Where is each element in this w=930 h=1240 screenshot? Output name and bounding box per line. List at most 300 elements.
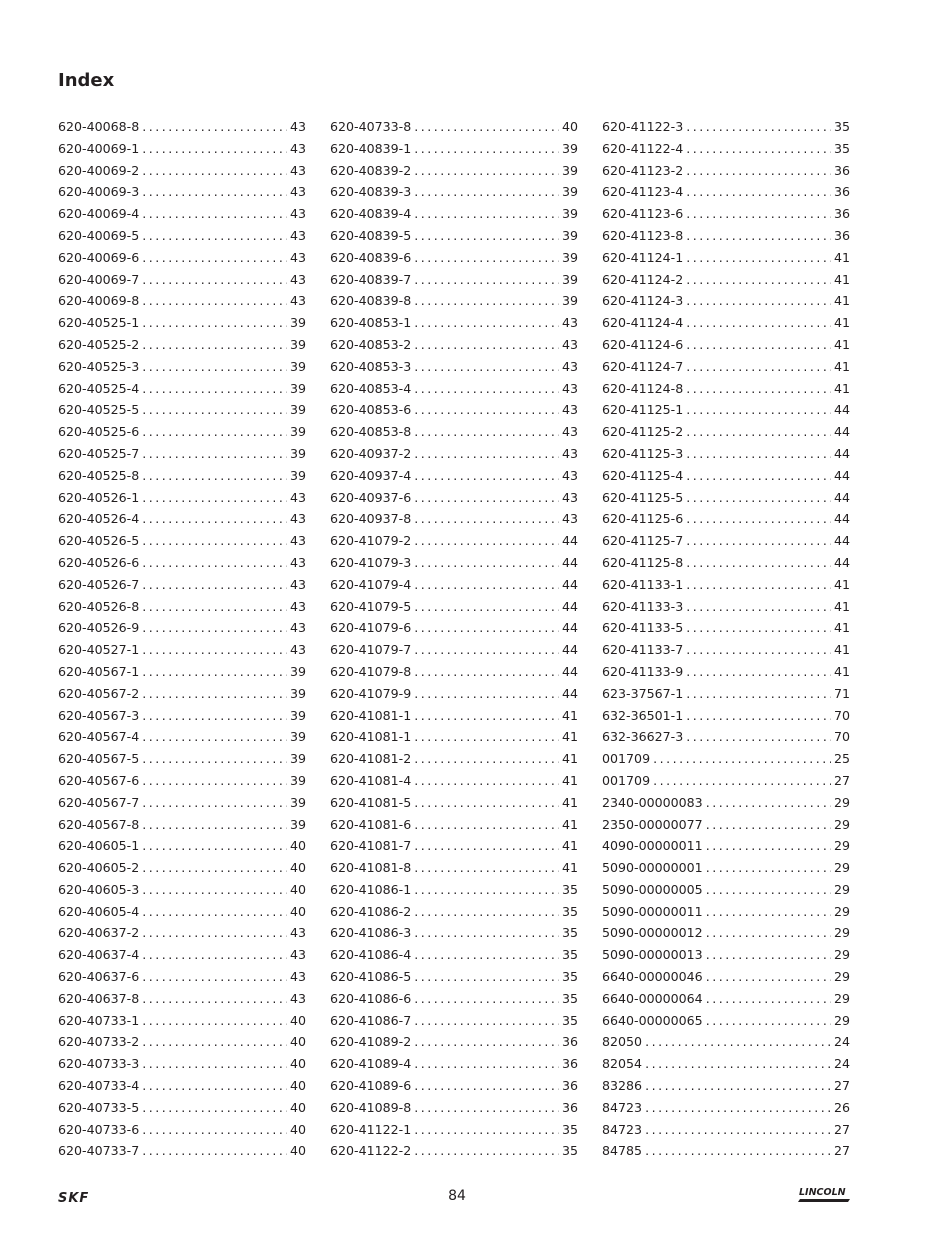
dot-leader (142, 988, 287, 1010)
page-reference: 39 (561, 184, 578, 200)
part-number: 620-40937-2 (330, 445, 412, 461)
dot-leader (142, 1010, 287, 1032)
page-reference: 36 (561, 1099, 578, 1115)
part-number: 620-40526-7 (58, 576, 140, 592)
page-reference: 36 (561, 1056, 578, 1072)
index-entry (602, 1140, 850, 1162)
part-number: 620-41122-3 (602, 119, 684, 134)
page-reference: 29 (833, 947, 850, 963)
index-entry (58, 639, 306, 661)
part-number: 620-41124-7 (602, 358, 684, 374)
part-number: 620-41124-8 (602, 380, 684, 396)
part-number: 620-41079-7 (330, 642, 412, 658)
index-entry (58, 857, 306, 879)
index-entry (330, 1097, 578, 1119)
index-entry (602, 356, 850, 378)
index-entry (330, 181, 578, 203)
index-entry (602, 225, 850, 247)
index-entry (602, 792, 850, 814)
index-entry (330, 1010, 578, 1032)
index-entry (330, 508, 578, 530)
page-reference: 43 (289, 271, 306, 287)
part-number: 620-40937-6 (330, 489, 412, 505)
dot-leader (414, 726, 559, 748)
part-number: 620-41079-5 (330, 598, 412, 614)
dot-leader (645, 1031, 831, 1053)
page-reference: 41 (561, 729, 578, 745)
page-reference: 41 (833, 249, 850, 265)
skf-logo (58, 1190, 106, 1204)
dot-leader (142, 966, 287, 988)
dot-leader (686, 465, 831, 487)
part-number: 620-41081-8 (330, 860, 412, 876)
part-number: 620-40069-8 (58, 293, 140, 309)
index-entry (58, 290, 306, 312)
index-entry (58, 225, 306, 247)
index-entry (330, 879, 578, 901)
lincoln-logo-swoosh (798, 1199, 850, 1202)
dot-leader (142, 181, 287, 203)
dot-leader (706, 988, 831, 1010)
index-entry (330, 1031, 578, 1053)
index-entry (330, 661, 578, 683)
page-reference: 29 (833, 925, 850, 941)
index-entry (602, 574, 850, 596)
part-number: 620-41081-6 (330, 816, 412, 832)
page-reference: 35 (561, 881, 578, 897)
page-reference: 41 (561, 838, 578, 854)
part-number: 620-41081-1 (330, 707, 412, 723)
page-reference: 43 (289, 140, 306, 156)
part-number: 620-41125-1 (602, 402, 684, 418)
part-number: 620-40733-5 (58, 1099, 140, 1115)
index-entry (602, 290, 850, 312)
dot-leader (706, 857, 831, 879)
page-reference: 41 (561, 860, 578, 876)
index-entry (330, 487, 578, 509)
part-number: 620-40853-3 (330, 358, 412, 374)
part-number: 620-41079-4 (330, 576, 412, 592)
page-reference: 39 (561, 249, 578, 265)
page-reference: 41 (833, 620, 850, 636)
dot-leader (686, 508, 831, 530)
page-reference: 29 (833, 903, 850, 919)
part-number: 620-41125-3 (602, 445, 684, 461)
dot-leader (414, 203, 559, 225)
page-reference: 44 (561, 620, 578, 636)
dot-leader (414, 901, 559, 923)
dot-leader (706, 901, 831, 923)
index-entry (602, 443, 850, 465)
dot-leader (686, 552, 831, 574)
page-reference: 44 (561, 533, 578, 549)
index-entry (330, 726, 578, 748)
part-number: 620-41081-2 (330, 751, 412, 767)
part-number: 632-36627-3 (602, 729, 684, 745)
dot-leader (142, 1140, 287, 1162)
part-number: 620-40733-3 (58, 1056, 140, 1072)
part-number: 620-41089-6 (330, 1078, 412, 1094)
dot-leader (686, 683, 831, 705)
index-entry (602, 944, 850, 966)
dot-leader (142, 617, 287, 639)
page-reference: 29 (833, 816, 850, 832)
page-reference: 43 (561, 336, 578, 352)
page-reference: 39 (289, 315, 306, 331)
index-entry (330, 138, 578, 160)
part-number: 620-41122-1 (330, 1121, 412, 1137)
index-entry (58, 944, 306, 966)
page-reference: 41 (833, 336, 850, 352)
part-number: 620-40839-2 (330, 162, 412, 178)
dot-leader (142, 705, 287, 727)
index-entry (602, 160, 850, 182)
part-number: 001709 (602, 772, 651, 788)
part-number: 620-41086-1 (330, 881, 412, 897)
part-number: 5090-00000005 (602, 881, 703, 897)
part-number: 83286 (602, 1078, 643, 1094)
part-number: 620-40069-7 (58, 271, 140, 287)
page-reference: 43 (561, 424, 578, 440)
index-column-1 (58, 116, 306, 1162)
part-number: 620-40567-8 (58, 816, 140, 832)
dot-leader (142, 1097, 287, 1119)
index-entry (330, 683, 578, 705)
part-number: 620-40853-8 (330, 424, 412, 440)
page-reference: 40 (289, 860, 306, 876)
page-reference: 43 (561, 511, 578, 527)
part-number: 620-40525-4 (58, 380, 140, 396)
index-entry (58, 726, 306, 748)
dot-leader (686, 116, 831, 138)
dot-leader (414, 574, 559, 596)
dot-leader (142, 814, 287, 836)
part-number: 620-41086-6 (330, 990, 412, 1006)
dot-leader (414, 465, 559, 487)
dot-leader (414, 1075, 559, 1097)
part-number: 620-41079-6 (330, 620, 412, 636)
dot-leader (686, 312, 831, 334)
index-entry (330, 1119, 578, 1141)
dot-leader (414, 399, 559, 421)
page-reference: 41 (833, 642, 850, 658)
dot-leader (142, 661, 287, 683)
part-number: 620-40637-8 (58, 990, 140, 1006)
part-number: 620-41123-4 (602, 184, 684, 200)
dot-leader (706, 1010, 831, 1032)
page-reference: 35 (561, 903, 578, 919)
index-entry (330, 944, 578, 966)
index-entry (602, 617, 850, 639)
index-entry (602, 1119, 850, 1141)
index-entry (602, 726, 850, 748)
index-entry (58, 378, 306, 400)
dot-leader (686, 617, 831, 639)
page-reference: 39 (289, 707, 306, 723)
part-number: 620-40525-7 (58, 445, 140, 461)
page-reference: 43 (561, 358, 578, 374)
page-reference: 36 (833, 162, 850, 178)
page-reference: 39 (289, 685, 306, 701)
page-number: 84 (448, 1188, 466, 1204)
part-number: 620-40839-1 (330, 140, 412, 156)
part-number: 620-41079-8 (330, 663, 412, 679)
dot-leader (414, 857, 559, 879)
page-reference: 39 (561, 140, 578, 156)
part-number: 620-40937-8 (330, 511, 412, 527)
page-reference: 43 (289, 576, 306, 592)
page-reference: 44 (561, 663, 578, 679)
page-reference: 35 (561, 1012, 578, 1028)
page-reference: 27 (833, 1143, 850, 1159)
page-reference: 41 (833, 293, 850, 309)
index-entry (58, 1075, 306, 1097)
index-entry (330, 465, 578, 487)
dot-leader (142, 269, 287, 291)
page-reference: 43 (561, 467, 578, 483)
page-reference: 39 (289, 772, 306, 788)
index-entry (58, 814, 306, 836)
part-number: 620-40069-2 (58, 162, 140, 178)
dot-leader (414, 552, 559, 574)
dot-leader (706, 966, 831, 988)
index-entry (330, 203, 578, 225)
page-reference: 41 (833, 598, 850, 614)
page-reference: 39 (289, 445, 306, 461)
part-number: 620-41122-2 (330, 1143, 412, 1159)
dot-leader (706, 835, 831, 857)
part-number: 620-41125-4 (602, 467, 684, 483)
part-number: 620-41133-1 (602, 576, 684, 592)
page-reference: 40 (289, 838, 306, 854)
part-number: 6640-00000065 (602, 1012, 703, 1028)
index-entry (58, 1053, 306, 1075)
page-reference: 41 (833, 315, 850, 331)
page-reference: 43 (289, 598, 306, 614)
index-entry (330, 988, 578, 1010)
part-number: 6640-00000064 (602, 990, 703, 1006)
part-number: 620-40637-2 (58, 925, 140, 941)
index-entry (602, 922, 850, 944)
dot-leader (142, 596, 287, 618)
part-number: 84723 (602, 1099, 643, 1115)
part-number: 620-41122-4 (602, 140, 684, 156)
dot-leader (686, 290, 831, 312)
index-entry (330, 574, 578, 596)
part-number: 620-40526-6 (58, 554, 140, 570)
dot-leader (414, 181, 559, 203)
index-entry (58, 247, 306, 269)
index-entry (602, 683, 850, 705)
dot-leader (142, 792, 287, 814)
index-entry (602, 1097, 850, 1119)
part-number: 620-41086-7 (330, 1012, 412, 1028)
index-entry (58, 596, 306, 618)
dot-leader (414, 225, 559, 247)
part-number: 620-40525-5 (58, 402, 140, 418)
index-entry (602, 857, 850, 879)
index-entry (602, 334, 850, 356)
page-reference: 40 (289, 1121, 306, 1137)
part-number: 620-40567-4 (58, 729, 140, 745)
index-entry (602, 399, 850, 421)
page-reference: 29 (833, 794, 850, 810)
index-entry (330, 617, 578, 639)
index-entry (330, 421, 578, 443)
page-reference: 70 (833, 707, 850, 723)
dot-leader (686, 661, 831, 683)
part-number: 620-41133-3 (602, 598, 684, 614)
part-number: 5090-00000011 (602, 903, 703, 919)
page-reference: 44 (833, 511, 850, 527)
part-number: 5090-00000012 (602, 925, 703, 941)
dot-leader (686, 639, 831, 661)
part-number: 632-36501-1 (602, 707, 684, 723)
index-entry (58, 1097, 306, 1119)
dot-leader (414, 1053, 559, 1075)
dot-leader (653, 770, 831, 792)
page-reference: 24 (833, 1056, 850, 1072)
dot-leader (706, 944, 831, 966)
dot-leader (142, 835, 287, 857)
index-entry (58, 835, 306, 857)
dot-leader (686, 726, 831, 748)
dot-leader (686, 138, 831, 160)
index-entry (330, 552, 578, 574)
dot-leader (686, 160, 831, 182)
dot-leader (686, 443, 831, 465)
page-reference: 44 (833, 424, 850, 440)
part-number: 620-40637-4 (58, 947, 140, 963)
index-entry (330, 116, 578, 138)
dot-leader (706, 922, 831, 944)
page-reference: 43 (289, 969, 306, 985)
index-entry (58, 748, 306, 770)
part-number: 620-40525-2 (58, 336, 140, 352)
page-reference: 39 (289, 402, 306, 418)
index-entry (602, 705, 850, 727)
index-entry (330, 639, 578, 661)
index-entry (602, 312, 850, 334)
dot-leader (142, 465, 287, 487)
dot-leader (414, 1097, 559, 1119)
index-entry (330, 290, 578, 312)
index-entry (58, 399, 306, 421)
index-column-3 (602, 116, 850, 1162)
dot-leader (686, 225, 831, 247)
part-number: 620-41124-4 (602, 315, 684, 331)
page-reference: 41 (561, 816, 578, 832)
page-reference: 39 (289, 358, 306, 374)
dot-leader (645, 1053, 831, 1075)
index-entry (330, 356, 578, 378)
part-number: 620-40567-2 (58, 685, 140, 701)
dot-leader (414, 814, 559, 836)
part-number: 620-40069-5 (58, 227, 140, 243)
dot-leader (142, 247, 287, 269)
page-reference: 41 (561, 794, 578, 810)
skf-logo-text: SKF (58, 1191, 90, 1204)
page-reference: 39 (561, 162, 578, 178)
dot-leader (414, 944, 559, 966)
page-reference: 44 (561, 554, 578, 570)
part-number: 620-41133-5 (602, 620, 684, 636)
index-entry (602, 661, 850, 683)
page-reference: 41 (833, 358, 850, 374)
page-reference: 29 (833, 990, 850, 1006)
index-entry (330, 792, 578, 814)
page-reference: 29 (833, 1012, 850, 1028)
dot-leader (414, 356, 559, 378)
index-entry (58, 465, 306, 487)
page-reference: 41 (561, 772, 578, 788)
page-reference: 39 (289, 794, 306, 810)
part-number: 620-41125-6 (602, 511, 684, 527)
dot-leader (142, 508, 287, 530)
part-number: 620-40605-2 (58, 860, 140, 876)
dot-leader (686, 378, 831, 400)
part-number: 620-40733-1 (58, 1012, 140, 1028)
part-number: 620-41079-3 (330, 554, 412, 570)
part-number: 620-40733-7 (58, 1143, 140, 1159)
part-number: 620-40937-4 (330, 467, 412, 483)
page-reference: 36 (833, 184, 850, 200)
index-entry (602, 748, 850, 770)
dot-leader (142, 530, 287, 552)
index-entry (330, 835, 578, 857)
dot-leader (142, 1075, 287, 1097)
index-entry (58, 683, 306, 705)
part-number: 620-41081-1 (330, 729, 412, 745)
page-reference: 43 (289, 162, 306, 178)
part-number: 620-40839-3 (330, 184, 412, 200)
index-entry (330, 225, 578, 247)
dot-leader (645, 1097, 831, 1119)
part-number: 2350-00000077 (602, 816, 703, 832)
dot-leader (653, 748, 831, 770)
page-reference: 39 (289, 751, 306, 767)
dot-leader (686, 203, 831, 225)
dot-leader (142, 857, 287, 879)
dot-leader (414, 835, 559, 857)
page-reference: 44 (833, 467, 850, 483)
part-number: 623-37567-1 (602, 685, 684, 701)
index-entry (602, 770, 850, 792)
index-entry (330, 312, 578, 334)
page-reference: 41 (561, 751, 578, 767)
dot-leader (414, 508, 559, 530)
dot-leader (414, 792, 559, 814)
part-number: 620-41124-2 (602, 271, 684, 287)
dot-leader (414, 378, 559, 400)
page-reference: 39 (561, 206, 578, 222)
part-number: 620-40069-3 (58, 184, 140, 200)
index-entry (602, 421, 850, 443)
page-reference: 43 (289, 620, 306, 636)
dot-leader (414, 596, 559, 618)
dot-leader (686, 334, 831, 356)
index-entry (602, 596, 850, 618)
part-number: 5090-00000013 (602, 947, 703, 963)
part-number: 620-40525-1 (58, 315, 140, 331)
index-entry (330, 1140, 578, 1162)
dot-leader (645, 1140, 831, 1162)
index-entry (58, 574, 306, 596)
dot-leader (414, 988, 559, 1010)
dot-leader (686, 269, 831, 291)
part-number: 4090-00000011 (602, 838, 703, 854)
index-entry (58, 1119, 306, 1141)
